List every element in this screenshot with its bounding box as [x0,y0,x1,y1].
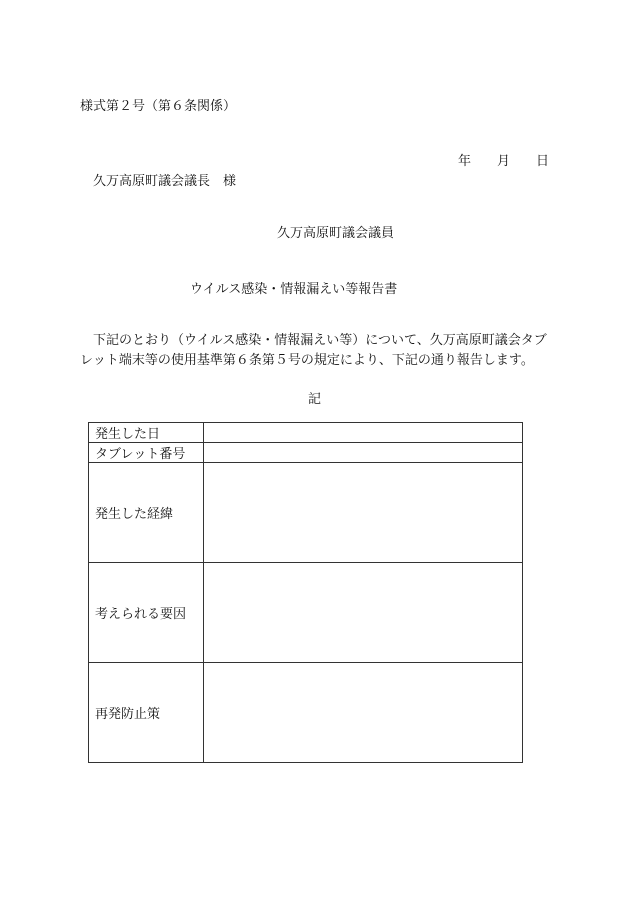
date-line [458,150,549,169]
sender: 久万高原町議会議員 [277,226,395,241]
table-row-prevention-measures [89,663,523,763]
row-value-field[interactable] [204,443,523,463]
row-label: タブレット番号 [89,443,204,463]
row-value-field[interactable] [204,463,523,563]
date-day: 日 [536,154,550,169]
document-title: ウイルス感染・情報漏えい等報告書 [190,282,398,297]
row-value-field[interactable] [204,563,523,663]
ki-heading: 記 [308,392,322,407]
row-label: 発生した経緯 [89,463,204,563]
table-row-circumstances [89,463,523,563]
date-month: 月 [497,154,511,169]
date-year: 年 [458,154,472,169]
table-row-tablet-number [89,443,523,463]
body-paragraph: 下記のとおり（ウイルス感染・情報漏えい等）について、久万高原町議会タブレット端末等の使用基準第６条第５号の規定により、下記の通り報告します。 [80,333,547,368]
table-row-occurrence-date [89,423,523,443]
form-number: 様式第２号（第６条関係） [80,99,237,114]
row-value-field[interactable] [204,423,523,443]
row-label: 発生した日 [89,423,204,443]
report-table [88,422,523,763]
row-label: 再発防止策 [89,663,204,763]
row-value-field[interactable] [204,663,523,763]
addressee: 久万高原町議会議長 様 [93,174,237,189]
row-label: 考えられる要因 [89,563,204,663]
table-row-possible-causes [89,563,523,663]
